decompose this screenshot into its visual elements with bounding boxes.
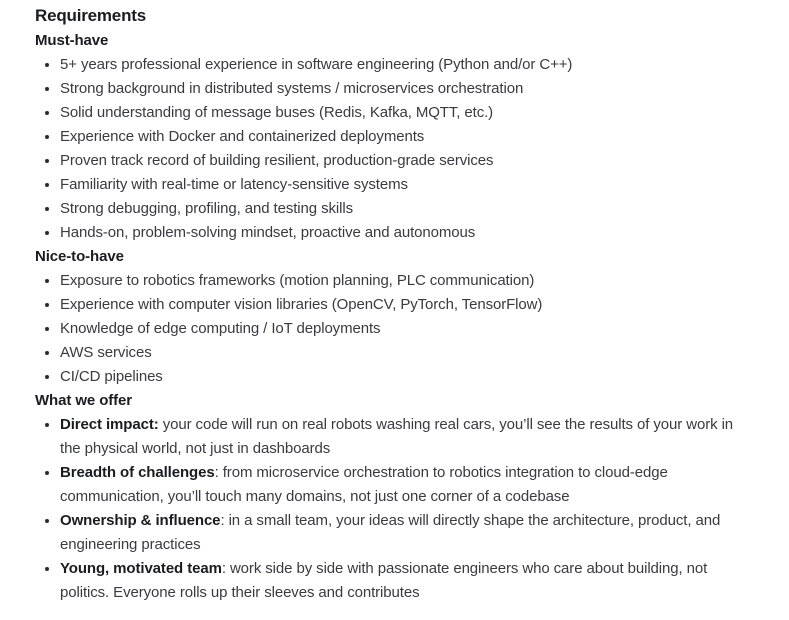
list-item-text: Experience with Docker and containerized deployments [60, 128, 425, 145]
requirements-section [35, 389, 743, 605]
list-item-text: Exposure to robotics frameworks (motion planning, PLC communication) [60, 272, 535, 289]
bullet-list [35, 53, 743, 245]
list-item-lead: Ownership & influence [60, 512, 221, 529]
bullet-list [35, 269, 743, 389]
list-item [60, 557, 743, 605]
list-item-text: Proven track record of building resilient, production-grade services [60, 152, 494, 169]
list-item [60, 365, 743, 389]
list-item-lead: Breadth of challenges [60, 464, 215, 481]
list-item-text: : from microservice orchestration to robotics integration to cloud-edge communication, you’ll touch many domains, not just one corner of a codebase [60, 464, 668, 505]
list-item [60, 53, 743, 77]
list-item-text: : in a small team, your ideas will directly shape the architecture, product, and engineering practices [60, 512, 721, 553]
section-subheading: Nice-to-have [35, 248, 124, 265]
list-item-text: Familiarity with real-time or latency-sensitive systems [60, 176, 408, 193]
list-item [60, 101, 743, 125]
list-item-text: AWS services [60, 344, 152, 361]
list-item-text: Experience with computer vision libraries (OpenCV, PyTorch, TensorFlow) [60, 296, 543, 313]
list-item [60, 77, 743, 101]
list-item [60, 149, 743, 173]
list-item [60, 293, 743, 317]
list-item [60, 173, 743, 197]
list-item [60, 197, 743, 221]
list-item-text: : work side by side with passionate engineers who care about building, not politics. Everyone rolls up their sleeves and contributes [60, 560, 708, 601]
list-item [60, 125, 743, 149]
list-item-text: Strong background in distributed systems / microservices orchestration [60, 80, 524, 97]
list-item-text: Hands-on, problem-solving mindset, proactive and autonomous [60, 224, 476, 241]
list-item-text: 5+ years professional experience in software engineering (Python and/or C++) [60, 56, 573, 73]
list-item [60, 413, 743, 461]
list-item [60, 221, 743, 245]
sections-container [35, 29, 743, 605]
section-subheading: What we offer [35, 392, 133, 409]
requirements-section [35, 245, 743, 389]
list-item [60, 269, 743, 293]
requirements-section [35, 29, 743, 245]
list-item-lead: Young, motivated team [60, 560, 222, 577]
bullet-list [35, 413, 743, 605]
list-item [60, 341, 743, 365]
section-subheading: Must-have [35, 32, 109, 49]
list-item-text: Solid understanding of message buses (Redis, Kafka, MQTT, etc.) [60, 104, 494, 121]
list-item-text: your code will run on real robots washing real cars, you’ll see the results of your work in the physical world, not just in dashboards [60, 416, 734, 457]
list-item-text: Knowledge of edge computing / IoT deployments [60, 320, 381, 337]
list-item [60, 317, 743, 341]
list-item-lead: Direct impact: [60, 416, 159, 433]
page-title: Requirements [35, 6, 146, 25]
list-item [60, 461, 743, 509]
list-item-text: Strong debugging, profiling, and testing skills [60, 200, 353, 217]
list-item [60, 509, 743, 557]
list-item-text: CI/CD pipelines [60, 368, 163, 385]
